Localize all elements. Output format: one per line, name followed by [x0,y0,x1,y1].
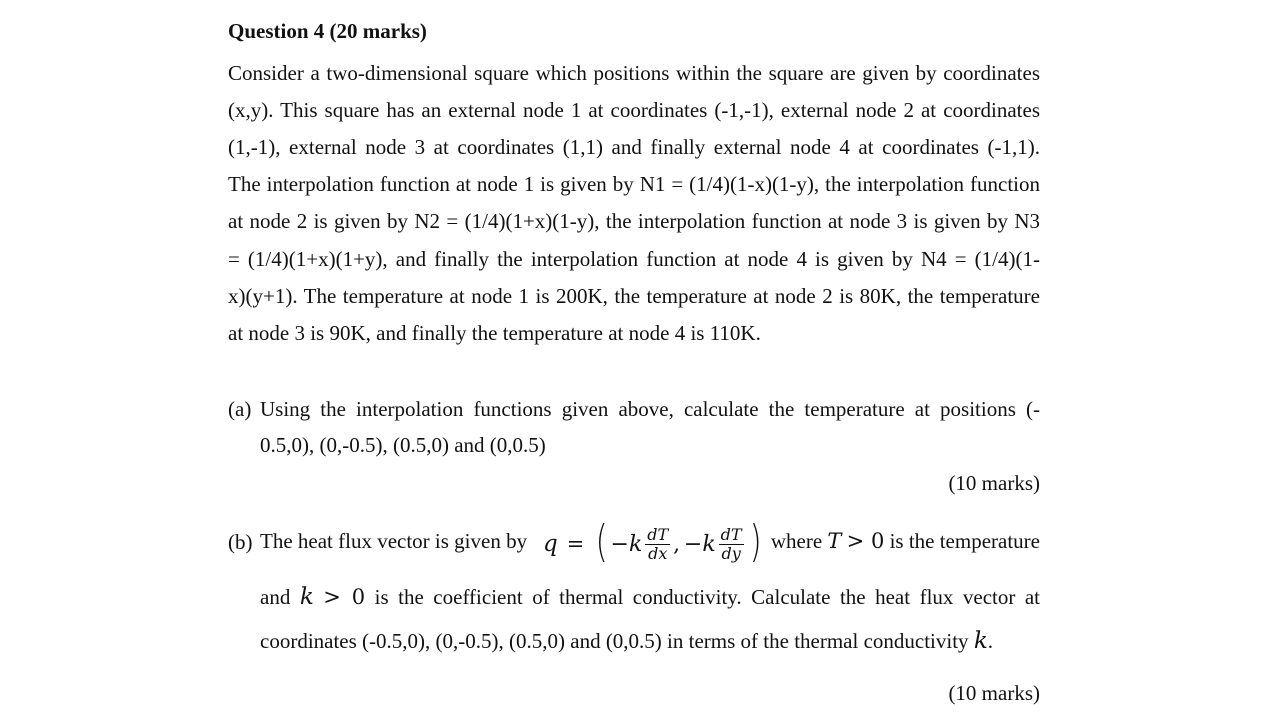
part-b-marks: (10 marks) [948,681,1040,705]
heat-flux-equation [543,516,764,572]
dT-dx-numerator: dT [647,524,669,544]
intro-line-4: The interpolation function at node 1 is given by N1 = (1/4)(1-x)(1-y), the interpolation function [228,172,1040,196]
k-symbol: k [299,584,314,610]
left-paren: ( [595,516,608,567]
intro-line-8: at node 3 is 90K, and finally the temperature at node 4 is 110K. [228,321,761,345]
is-temperature-text: is the temperature [889,529,1040,553]
part-b-label: (b) [228,530,253,554]
dT-dy-denominator: dy [721,543,741,563]
intro-line-3: (1,-1), external node 3 at coordinates (1,1) and finally external node 4 at coordinates (-1,1). [228,135,1040,159]
T-symbol: T [827,529,842,553]
part-b-line-2-rest: is the coefficient of thermal conductivity. Calculate the heat flux vector at [374,585,1041,609]
equals-sign: = [566,532,585,556]
part-b-text-after [771,529,1040,554]
part-b-line-3-text: coordinates (-0.5,0), (0,-0.5), (0.5,0) and (0,0.5) in terms of the thermal conductivity [260,629,969,653]
part-a-marks: (10 marks) [948,471,1040,495]
right-paren: ) [749,516,762,567]
neg-k-y: −k [683,531,716,557]
T-gt-zero: > 0 [846,529,885,553]
intro-line-5: at node 2 is given by N2 = (1/4)(1+x)(1-y), the interpolation function at node 3 is given by N3 [228,209,1040,233]
intro-line-6: = (1/4)(1+x)(1+y), and finally the interpolation function at node 4 is given by N4 = (1/4)(1- [228,247,1040,271]
intro-line-7: x)(y+1). The temperature at node 1 is 200K, the temperature at node 2 is 80K, the temperature [228,284,1040,308]
dT-dx-fraction [645,526,670,563]
neg-k-x: −k [610,531,643,557]
part-a-line-2: 0.5,0), (0,-0.5), (0.5,0) and (0,0.5) [260,433,546,457]
dT-dy-fraction [719,526,744,563]
part-a-line-1: Using the interpolation functions given above, calculate the temperature at positions (- [260,397,1040,421]
part-b-line-2 [260,584,1040,610]
and-text: and [260,585,291,609]
period: . [987,629,993,653]
part-b-line-3 [260,628,1040,654]
part-b-text-before: The heat flux vector is given by [260,529,528,553]
part-b-line-1 [260,516,1040,572]
k-gt-zero: > 0 [323,585,366,609]
where-text: where [770,529,823,553]
intro-line-1: Consider a two-dimensional square which positions within the square are given by coordinates [228,61,1040,85]
intro-line-2: (x,y). This square has an external node 1 at coordinates (-1,-1), external node 2 at coordinates [228,98,1040,122]
dT-dy-numerator: dT [720,524,742,544]
q-symbol: q [543,531,558,557]
k-symbol-2: k [973,628,988,654]
part-a-label: (a) [228,397,252,421]
comma: , [673,532,680,556]
dT-dx-denominator: dx [648,543,668,563]
question-heading: Question 4 (20 marks) [228,19,427,43]
